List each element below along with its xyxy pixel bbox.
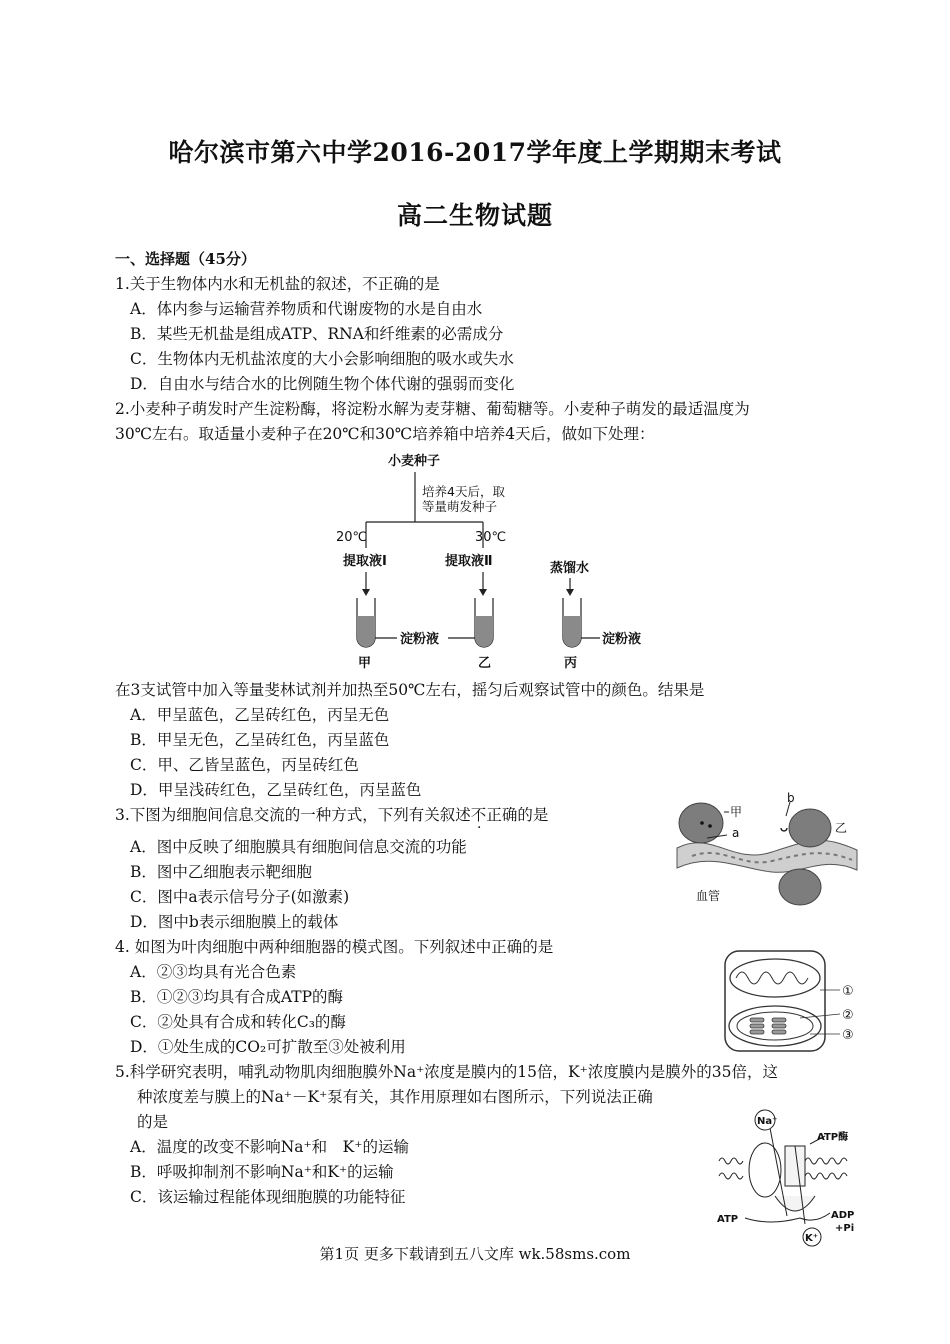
q3-emphasis: 不 <box>470 806 487 824</box>
fig-distilled-water: 蒸馏水 <box>550 561 590 576</box>
q3-option-c: C．图中a表示信号分子(如激素) <box>130 888 350 906</box>
q2-stem-line3: 在3支试管中加入等量斐林试剂并加热至50℃左右，摇匀后观察试管中的颜色。结果是 <box>115 681 705 699</box>
q2-stem-line2: 30℃左右。取适量小麦种子在20℃和30℃培养箱中培养4天后，做如下处理： <box>115 425 655 443</box>
fig-tube-yi: 乙 <box>478 656 492 671</box>
q5-option-c: C．该运输过程能体现细胞膜的功能特征 <box>130 1188 406 1206</box>
fig-temp-30: 30℃ <box>475 530 507 545</box>
q3-option-b: B．图中乙细胞表示靶细胞 <box>130 863 312 881</box>
q3-option-d: D．图中b表示细胞膜上的载体 <box>130 913 339 931</box>
fig5-atp: ATP <box>717 1214 739 1225</box>
q5-stem-line3: 的是 <box>137 1113 169 1131</box>
fig-extract-1: 提取液Ⅰ <box>343 554 387 569</box>
fig-temp-20: 20℃ <box>336 530 368 545</box>
fig-culture-line2: 等量萌发种子 <box>422 499 498 514</box>
q1-stem: 1.关于生物体内水和无机盐的叙述，不正确的是 <box>115 275 440 293</box>
fig4-m3: ③ <box>842 1028 854 1043</box>
fig5-na: Na⁺ <box>757 1116 778 1127</box>
q4-option-a: A．②③均具有光合色素 <box>130 963 297 981</box>
fig3-a: a <box>732 826 740 840</box>
q2-option-d: D．甲呈浅砖红色，乙呈砖红色，丙呈蓝色 <box>130 781 422 799</box>
fig4-m2: ② <box>842 1008 854 1023</box>
q2-option-c: C．甲、乙皆呈蓝色，丙呈砖红色 <box>130 756 359 774</box>
q1-option-d: D．自由水与结合水的比例随生物个体代谢的强弱而变化 <box>130 375 515 393</box>
q4-organelle-figure <box>722 948 862 1058</box>
q2-option-a: A．甲呈蓝色，乙呈砖红色，丙呈无色 <box>130 706 390 724</box>
page-title: 哈尔滨市第六中学2016-2017学年度上学期期末考试 <box>168 138 782 167</box>
fig3-b: b <box>787 791 795 805</box>
q5-option-b: B．呼吸抑制剂不影响Na⁺和K⁺的运输 <box>130 1163 394 1181</box>
q3-stem: 3.下图为细胞间信息交流的一种方式，下列有关叙述不正确的是 <box>115 806 549 824</box>
page-subtitle: 高二生物试题 <box>396 201 553 230</box>
fig5-adp: ADP <box>831 1210 855 1221</box>
q1-option-a: A．体内参与运输营养物质和代谢废物的水是自由水 <box>130 300 483 318</box>
q2-stem-line1: 2.小麦种子萌发时产生淀粉酶，将淀粉水解为麦芽糖、葡萄糖等。小麦种子萌发的最适温度为 <box>115 400 750 418</box>
q1-option-b: B．某些无机盐是组成ATP、RNA和纤维素的必需成分 <box>130 325 504 343</box>
section-heading: 一、选择题（45分） <box>115 250 256 268</box>
fig-seeds-label: 小麦种子 <box>388 454 441 469</box>
fig-extract-2: 提取液Ⅱ <box>445 554 493 569</box>
fig-starch-2: 淀粉液 <box>602 632 642 647</box>
fig5-pi: +Pi <box>835 1223 855 1234</box>
q5-stem-line1: 5.科学研究表明，哺乳动物肌肉细胞膜外Na⁺浓度是膜内的15倍，K⁺浓度膜内是膜外的35倍，这 <box>115 1063 778 1081</box>
fig3-yi: 乙 <box>835 821 848 835</box>
q2-option-b: B．甲呈无色，乙呈砖红色，丙呈蓝色 <box>130 731 390 749</box>
fig-tube-bing: 丙 <box>564 656 578 671</box>
fig5-enzyme: ATP酶 <box>817 1132 849 1143</box>
q4-option-b: B．①②③均具有合成ATP的酶 <box>130 988 344 1006</box>
fig-starch-1: 淀粉液 <box>400 632 440 647</box>
page-footer: 第1页 更多下载请到五八文库 wk.58sms.com <box>319 1245 631 1263</box>
fig-culture-line1: 培养4天后，取 <box>422 484 505 499</box>
q1-option-c: C．生物体内无机盐浓度的大小会影响细胞的吸水或失水 <box>130 350 514 368</box>
q4-stem: 4. 如图为叶肉细胞中两种细胞器的模式图。下列叙述中正确的是 <box>115 938 554 956</box>
q3-option-a: A．图中反映了细胞膜具有细胞间信息交流的功能 <box>130 838 467 856</box>
q5-stem-line2: 种浓度差与膜上的Na⁺－K⁺泵有关，其作用原理如右图所示，下列说法正确 <box>137 1088 653 1106</box>
fig3-vessel: 血管 <box>696 889 721 903</box>
q2-experiment-figure <box>330 448 670 673</box>
q5-pump-figure <box>715 1106 865 1248</box>
fig3-jia: 甲 <box>730 805 743 819</box>
q5-option-a: A．温度的改变不影响Na⁺和 K⁺的运输 <box>130 1138 409 1156</box>
q3-signal-figure <box>672 790 862 910</box>
q4-option-d: D．①处生成的CO₂可扩散至③处被利用 <box>130 1038 406 1056</box>
fig4-m1: ① <box>842 984 854 999</box>
fig-tube-jia: 甲 <box>358 656 372 671</box>
q4-option-c: C．②处具有合成和转化C₃的酶 <box>130 1013 346 1031</box>
fig5-k: K⁺ <box>805 1233 819 1244</box>
